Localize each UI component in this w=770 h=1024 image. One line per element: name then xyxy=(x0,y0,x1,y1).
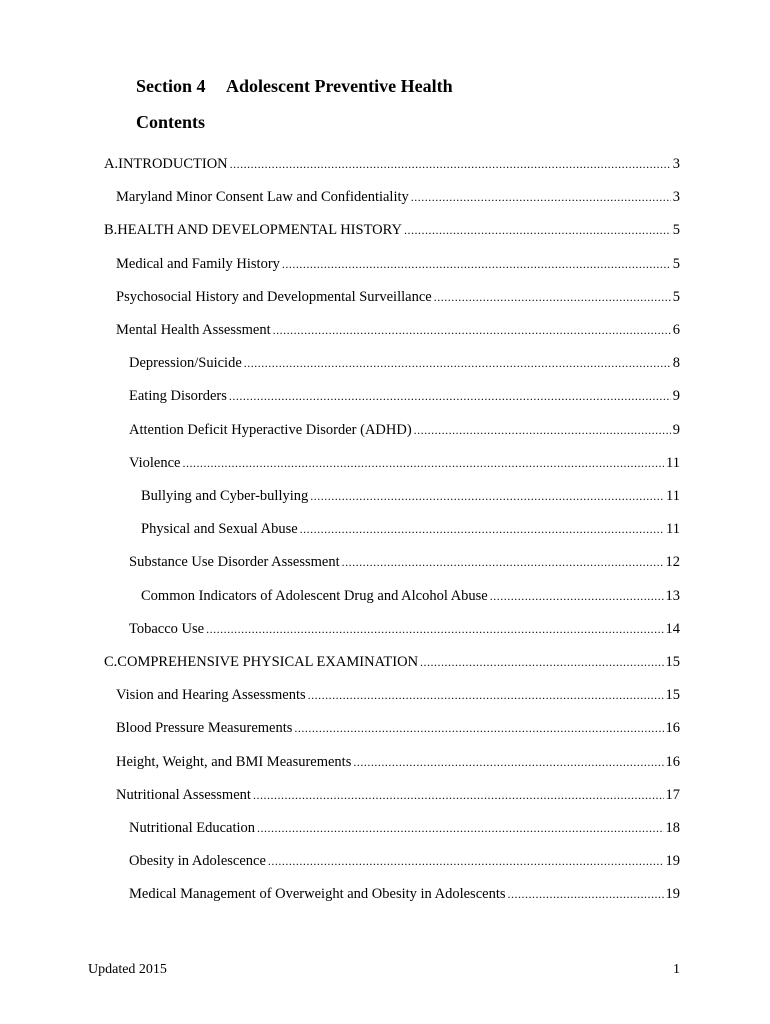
toc-entry-page: 17 xyxy=(665,787,680,803)
toc-entry[interactable] xyxy=(129,852,680,870)
toc-entry-page: 5 xyxy=(672,289,680,305)
toc-entry-title: Nutritional Assessment xyxy=(116,787,251,803)
toc-entry[interactable] xyxy=(104,155,680,173)
toc-entry-title: Mental Health Assessment xyxy=(116,322,271,338)
toc-entry-title: Height, Weight, and BMI Measurements xyxy=(116,754,352,770)
toc-dot-leader xyxy=(308,686,664,704)
toc-entry-letter: A. xyxy=(104,156,119,172)
toc-entry[interactable] xyxy=(129,387,680,405)
toc-dot-leader xyxy=(244,354,671,372)
toc-entry-title: COMPREHENSIVE PHYSICAL EXAMINATION xyxy=(117,654,419,670)
toc-entry[interactable] xyxy=(129,819,680,837)
toc-entry[interactable] xyxy=(129,421,680,439)
toc-dot-leader xyxy=(282,255,671,273)
toc-entry[interactable] xyxy=(116,288,680,306)
toc-entry-page: 18 xyxy=(665,820,680,836)
toc-entry-title: Attention Deficit Hyperactive Disorder (ADHD) xyxy=(129,422,412,438)
toc-entry-title: Tobacco Use xyxy=(129,621,205,637)
toc-entry[interactable] xyxy=(141,587,680,605)
toc-entry-page: 5 xyxy=(672,222,680,238)
toc-dot-leader xyxy=(268,852,664,870)
toc-entry-title: Physical and Sexual Abuse xyxy=(141,521,298,537)
toc-entry-page: 11 xyxy=(666,521,680,537)
toc-dot-leader xyxy=(229,387,671,405)
toc-entry[interactable] xyxy=(129,354,680,372)
toc-entry-page: 11 xyxy=(666,455,680,471)
toc-entry-title: Medical and Family History xyxy=(116,256,280,272)
section-number: Section 4 xyxy=(136,76,206,96)
toc-entry-title: Obesity in Adolescence xyxy=(129,853,266,869)
toc-entry-page: 19 xyxy=(665,853,680,869)
toc-entry[interactable] xyxy=(116,719,680,737)
toc-entry[interactable] xyxy=(129,620,680,638)
toc-entry-title: Blood Pressure Measurements xyxy=(116,720,293,736)
toc-entry-title: Maryland Minor Consent Law and Confidentiality xyxy=(116,189,409,205)
toc-entry-page: 12 xyxy=(665,554,680,570)
toc-entry-page: 19 xyxy=(665,886,680,902)
toc-entry[interactable] xyxy=(104,221,680,239)
toc-entry[interactable] xyxy=(116,321,680,339)
toc-entry[interactable] xyxy=(141,520,680,538)
toc-dot-leader xyxy=(353,753,663,771)
toc-dot-leader xyxy=(420,653,663,671)
toc-entry-title: Eating Disorders xyxy=(129,388,227,404)
toc-entry-title: Nutritional Education xyxy=(129,820,256,836)
toc-dot-leader xyxy=(182,454,664,472)
toc-entry-page: 15 xyxy=(665,654,680,670)
toc-dot-leader xyxy=(273,321,671,339)
toc-entry-page: 13 xyxy=(665,588,680,604)
toc-dot-leader xyxy=(342,553,664,571)
toc-entry[interactable] xyxy=(129,885,680,903)
toc-entry[interactable] xyxy=(116,686,680,704)
toc-entry[interactable] xyxy=(129,553,680,571)
toc-entry-page: 3 xyxy=(672,156,680,172)
toc-entry-title: INTRODUCTION xyxy=(118,156,228,172)
toc-entry-title: Bullying and Cyber-bullying xyxy=(141,488,309,504)
contents-heading: Contents xyxy=(136,112,206,132)
toc-dot-leader xyxy=(206,620,663,638)
toc-entry-letter: B. xyxy=(104,222,118,238)
toc-entry-letter: C. xyxy=(104,654,118,670)
toc-entry[interactable] xyxy=(104,653,680,671)
toc-entry-page: 14 xyxy=(665,621,680,637)
toc-dot-leader xyxy=(253,786,664,804)
toc-entry-page: 8 xyxy=(672,355,680,371)
section-title: Adolescent Preventive Health xyxy=(226,76,453,96)
toc-entry[interactable] xyxy=(116,188,680,206)
toc-entry-page: 6 xyxy=(672,322,680,338)
toc-dot-leader xyxy=(294,719,663,737)
toc-entry-title: Vision and Hearing Assessments xyxy=(116,687,306,703)
toc-entry-page: 3 xyxy=(672,189,680,205)
toc-entry-title: Common Indicators of Adolescent Drug and Alcohol Abuse xyxy=(141,588,488,604)
toc-dot-leader xyxy=(310,487,664,505)
toc-entry[interactable] xyxy=(116,255,680,273)
toc-entry-page: 9 xyxy=(672,388,680,404)
toc-dot-leader xyxy=(411,188,671,206)
toc-dot-leader xyxy=(230,155,671,173)
toc-dot-leader xyxy=(257,819,663,837)
toc-dot-leader xyxy=(414,421,671,439)
section-heading xyxy=(136,76,453,97)
toc-entry[interactable] xyxy=(116,753,680,771)
toc-entry[interactable] xyxy=(129,454,680,472)
footer-page-number: 1 xyxy=(673,962,680,977)
footer-updated: Updated 2015 xyxy=(88,962,167,977)
toc-entry-page: 11 xyxy=(666,488,680,504)
toc-entry-page: 16 xyxy=(665,720,680,736)
toc-dot-leader xyxy=(434,288,671,306)
toc-entry-title: HEALTH AND DEVELOPMENTAL HISTORY xyxy=(117,222,402,238)
toc-dot-leader xyxy=(404,221,671,239)
toc-entry[interactable] xyxy=(141,487,680,505)
toc-entry-title: Medical Management of Overweight and Obesity in Adolescents xyxy=(129,886,506,902)
toc-entry[interactable] xyxy=(116,786,680,804)
toc-entry-page: 15 xyxy=(665,687,680,703)
toc-entry-title: Psychosocial History and Developmental Surveillance xyxy=(116,289,432,305)
toc-entry-title: Depression/Suicide xyxy=(129,355,242,371)
toc-entry-page: 16 xyxy=(665,754,680,770)
toc-dot-leader xyxy=(300,520,664,538)
toc-entry-page: 9 xyxy=(672,422,680,438)
toc-entry-title: Substance Use Disorder Assessment xyxy=(129,554,340,570)
toc-entry-page: 5 xyxy=(672,256,680,272)
toc-dot-leader xyxy=(508,885,664,903)
toc-entry-title: Violence xyxy=(129,455,181,471)
toc-dot-leader xyxy=(490,587,664,605)
